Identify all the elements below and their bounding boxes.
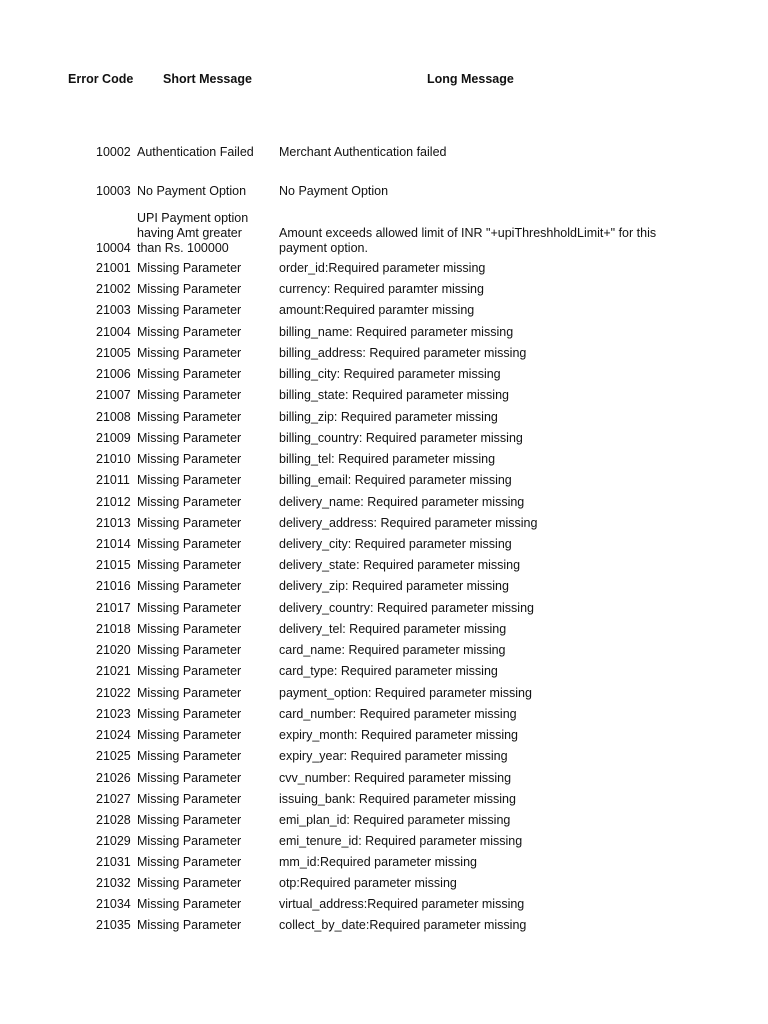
long-message: issuing_bank: Required parameter missing [279, 792, 516, 806]
short-message: Missing Parameter [137, 579, 242, 593]
short-message: Missing Parameter [137, 282, 242, 296]
error-code: 21027 [96, 792, 131, 806]
short-message: Missing Parameter [137, 918, 242, 932]
error-code: 10004 [96, 241, 131, 255]
long-message: billing_email: Required parameter missing [279, 473, 512, 487]
long-message: delivery_address: Required parameter missing [279, 516, 538, 530]
error-code: 21010 [96, 452, 131, 466]
short-message: Missing Parameter [137, 537, 242, 551]
error-code: 21016 [96, 579, 131, 593]
short-message: Missing Parameter [137, 622, 242, 636]
short-message: Missing Parameter [137, 516, 242, 530]
short-message: Missing Parameter [137, 686, 242, 700]
error-code: 21032 [96, 876, 131, 890]
long-message: emi_plan_id: Required parameter missing [279, 813, 511, 827]
error-code: 21018 [96, 622, 131, 636]
error-code: 21004 [96, 325, 131, 339]
short-message: Missing Parameter [137, 452, 242, 466]
short-message: Missing Parameter [137, 771, 242, 785]
short-message: Missing Parameter [137, 707, 242, 721]
long-message: cvv_number: Required parameter missing [279, 771, 512, 785]
short-message: Missing Parameter [137, 261, 242, 275]
error-code: 21008 [96, 410, 131, 424]
long-message: billing_city: Required parameter missing [279, 367, 501, 381]
long-message: delivery_tel: Required parameter missing [279, 622, 507, 636]
long-message: billing_state: Required parameter missing [279, 388, 509, 402]
short-message: Missing Parameter [137, 473, 242, 487]
error-code: 21003 [96, 303, 131, 317]
error-code: 21007 [96, 388, 131, 402]
long-message: virtual_address:Required parameter missing [279, 897, 525, 911]
long-message: delivery_name: Required parameter missing [279, 495, 525, 509]
short-message: Missing Parameter [137, 792, 242, 806]
long-message: delivery_city: Required parameter missing [279, 537, 512, 551]
long-message: card_number: Required parameter missing [279, 707, 517, 721]
long-message: currency: Required paramter missing [279, 282, 484, 296]
error-code: 21026 [96, 771, 131, 785]
error-code: 21021 [96, 664, 131, 678]
error-code: 21005 [96, 346, 131, 360]
error-code: 21025 [96, 749, 131, 763]
short-message: Missing Parameter [137, 495, 242, 509]
error-code: 21035 [96, 918, 131, 932]
short-message: Missing Parameter [137, 834, 242, 848]
short-message: Missing Parameter [137, 601, 242, 615]
error-code: 21009 [96, 431, 131, 445]
long-message: Merchant Authentication failed [279, 145, 447, 159]
error-code: 21020 [96, 643, 131, 657]
error-code: 21015 [96, 558, 131, 572]
long-message: delivery_country: Required parameter missing [279, 601, 534, 615]
error-code: 21029 [96, 834, 131, 848]
error-code: 21017 [96, 601, 131, 615]
error-code: 21014 [96, 537, 131, 551]
short-message: Missing Parameter [137, 728, 242, 742]
long-message: emi_tenure_id: Required parameter missing [279, 834, 523, 848]
short-message: Missing Parameter [137, 643, 242, 657]
long-message: billing_zip: Required parameter missing [279, 410, 498, 424]
long-message: amount:Required paramter missing [279, 303, 475, 317]
short-message: Missing Parameter [137, 431, 242, 445]
error-code: 21031 [96, 855, 131, 869]
error-code: 21022 [96, 686, 131, 700]
long-message: Amount exceeds allowed limit of INR "+upiThreshholdLimit+" for this payment option. [279, 226, 657, 255]
long-message: expiry_year: Required parameter missing [279, 749, 508, 763]
long-message: card_type: Required parameter missing [279, 664, 498, 678]
short-message: Missing Parameter [137, 813, 242, 827]
error-code: 21013 [96, 516, 131, 530]
error-code: 21023 [96, 707, 131, 721]
short-message: Missing Parameter [137, 876, 242, 890]
long-message: expiry_month: Required parameter missing [279, 728, 518, 742]
short-message: Missing Parameter [137, 749, 242, 763]
long-message: billing_tel: Required parameter missing [279, 452, 496, 466]
long-message: billing_address: Required parameter missing [279, 346, 527, 360]
error-code: 21006 [96, 367, 131, 381]
short-message: Missing Parameter [137, 558, 242, 572]
short-message: Missing Parameter [137, 367, 242, 381]
short-message-header: Short Message [163, 72, 252, 86]
short-message: Authentication Failed [137, 145, 254, 159]
error-code: 10003 [96, 184, 131, 198]
short-message: Missing Parameter [137, 410, 242, 424]
long-message: payment_option: Required parameter missing [279, 686, 532, 700]
error-code: 21002 [96, 282, 131, 296]
long-message: order_id:Required parameter missing [279, 261, 486, 275]
error-code: 21012 [96, 495, 131, 509]
error-code: 21028 [96, 813, 131, 827]
long-message: otp:Required parameter missing [279, 876, 457, 890]
error-code: 21011 [96, 473, 130, 487]
long-message: No Payment Option [279, 184, 389, 198]
short-message: Missing Parameter [137, 664, 242, 678]
error-code: 10002 [96, 145, 131, 159]
long-message: billing_name: Required parameter missing [279, 325, 514, 339]
short-message: Missing Parameter [137, 303, 242, 317]
long-message: card_name: Required parameter missing [279, 643, 506, 657]
long-message: mm_id:Required parameter missing [279, 855, 477, 869]
short-message: Missing Parameter [137, 325, 242, 339]
long-message: delivery_zip: Required parameter missing [279, 579, 509, 593]
short-message: UPI Payment option having Amt greater than Rs. 100000 [137, 211, 249, 255]
error-code: 21024 [96, 728, 131, 742]
short-message: Missing Parameter [137, 855, 242, 869]
error-code: 21001 [96, 261, 131, 275]
short-message: Missing Parameter [137, 346, 242, 360]
short-message: Missing Parameter [137, 897, 242, 911]
long-message: delivery_state: Required parameter missing [279, 558, 521, 572]
long-message-header: Long Message [427, 72, 514, 86]
error-code: 21034 [96, 897, 131, 911]
short-message: No Payment Option [137, 184, 247, 198]
long-message: billing_country: Required parameter missing [279, 431, 523, 445]
error-code-header: Error Code [68, 72, 134, 86]
long-message: collect_by_date:Required parameter missing [279, 918, 527, 932]
short-message: Missing Parameter [137, 388, 242, 402]
